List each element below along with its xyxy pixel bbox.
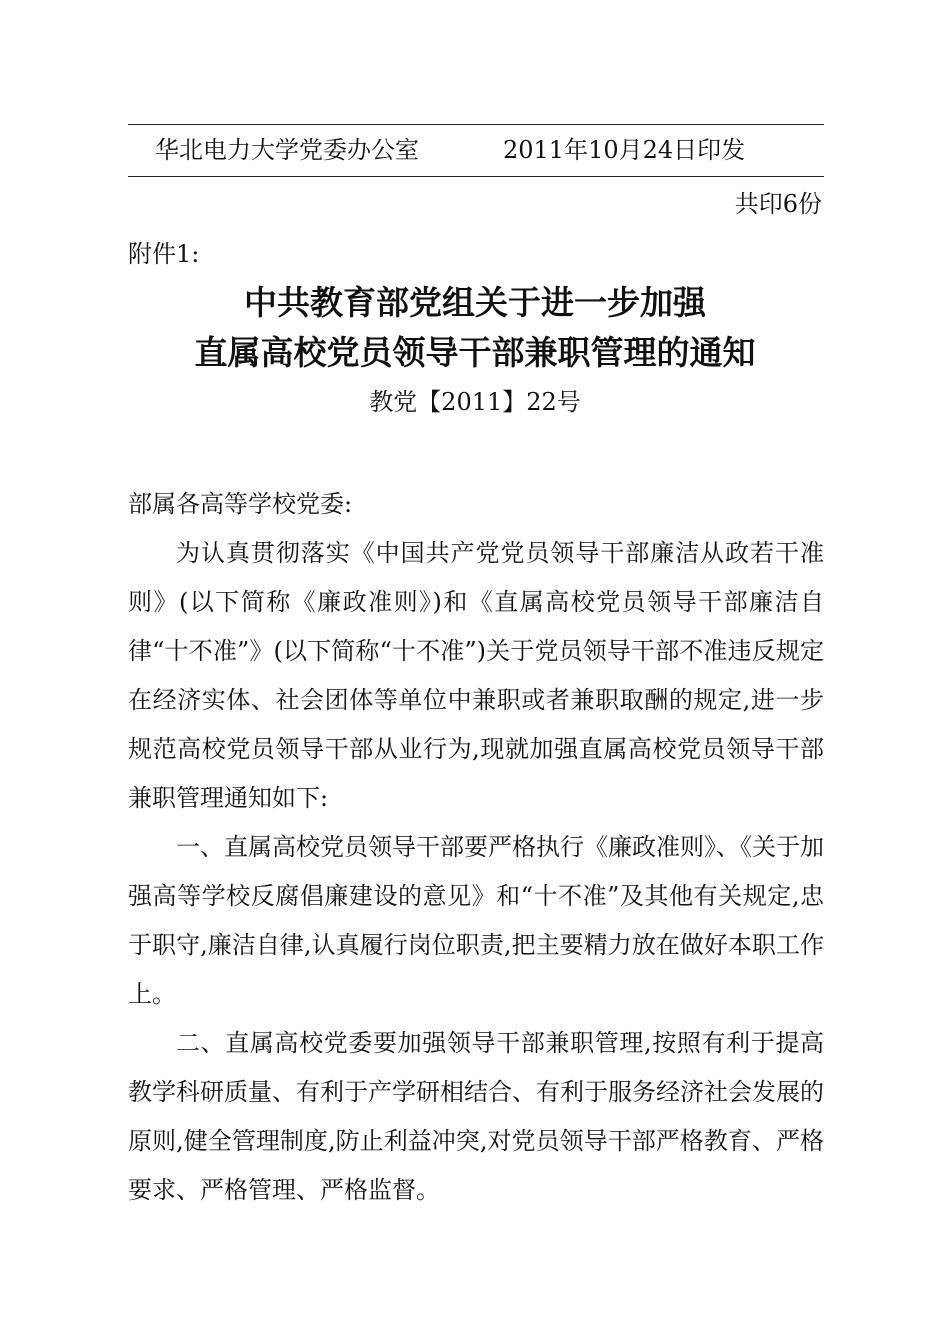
copies-count: 共印6份 xyxy=(734,190,822,218)
imprint-line xyxy=(155,132,815,168)
salutation: 部属各高等学校党委: xyxy=(128,490,353,518)
bottom-divider xyxy=(128,176,824,177)
document-number: 教党【2011】22号 xyxy=(369,388,581,416)
title-line-2: 直属高校党员领导干部兼职管理的通知 xyxy=(194,333,756,372)
document-title xyxy=(0,278,950,378)
print-date: 2011年10月24日印发 xyxy=(503,136,746,164)
document-body xyxy=(128,480,824,1215)
paragraph-intro: 为认真贯彻落实《中国共产党党员领导干部廉洁从政若干准则》(以下简称《廉政准则》)和《直属高校党员领导干部廉洁自律“十不准”》(以下简称“十不准”)关于党员领导干部不准违反规定在经济实体、社会团体等单位中兼职或者兼职取酬的规定,进一步规范高校党员领导干部从业行为,现就加强直属高校党员领导干部兼职管理通知如下: xyxy=(128,539,824,812)
paragraph-item-2: 二、直属高校党委要加强领导干部兼职管理,按照有利于提高教学科研质量、有利于产学研相结合、有利于服务经济社会发展的原则,健全管理制度,防止利益冲突,对党员领导干部严格教育、严格要求、严格管理、严格监督。 xyxy=(128,1029,824,1204)
paragraph-item-1: 一、直属高校党员领导干部要严格执行《廉政准则》、《关于加强高等学校反腐倡廉建设的意见》和“十不准”及其他有关规定,忠于职守,廉洁自律,认真履行岗位职责,把主要精力放在做好本职工作上。 xyxy=(128,833,824,1008)
issuing-office: 华北电力大学党委办公室 xyxy=(155,136,419,164)
top-divider xyxy=(128,124,824,125)
title-line-1: 中共教育部党组关于进一步加强 xyxy=(244,283,706,322)
attachment-label: 附件1: xyxy=(128,240,200,268)
